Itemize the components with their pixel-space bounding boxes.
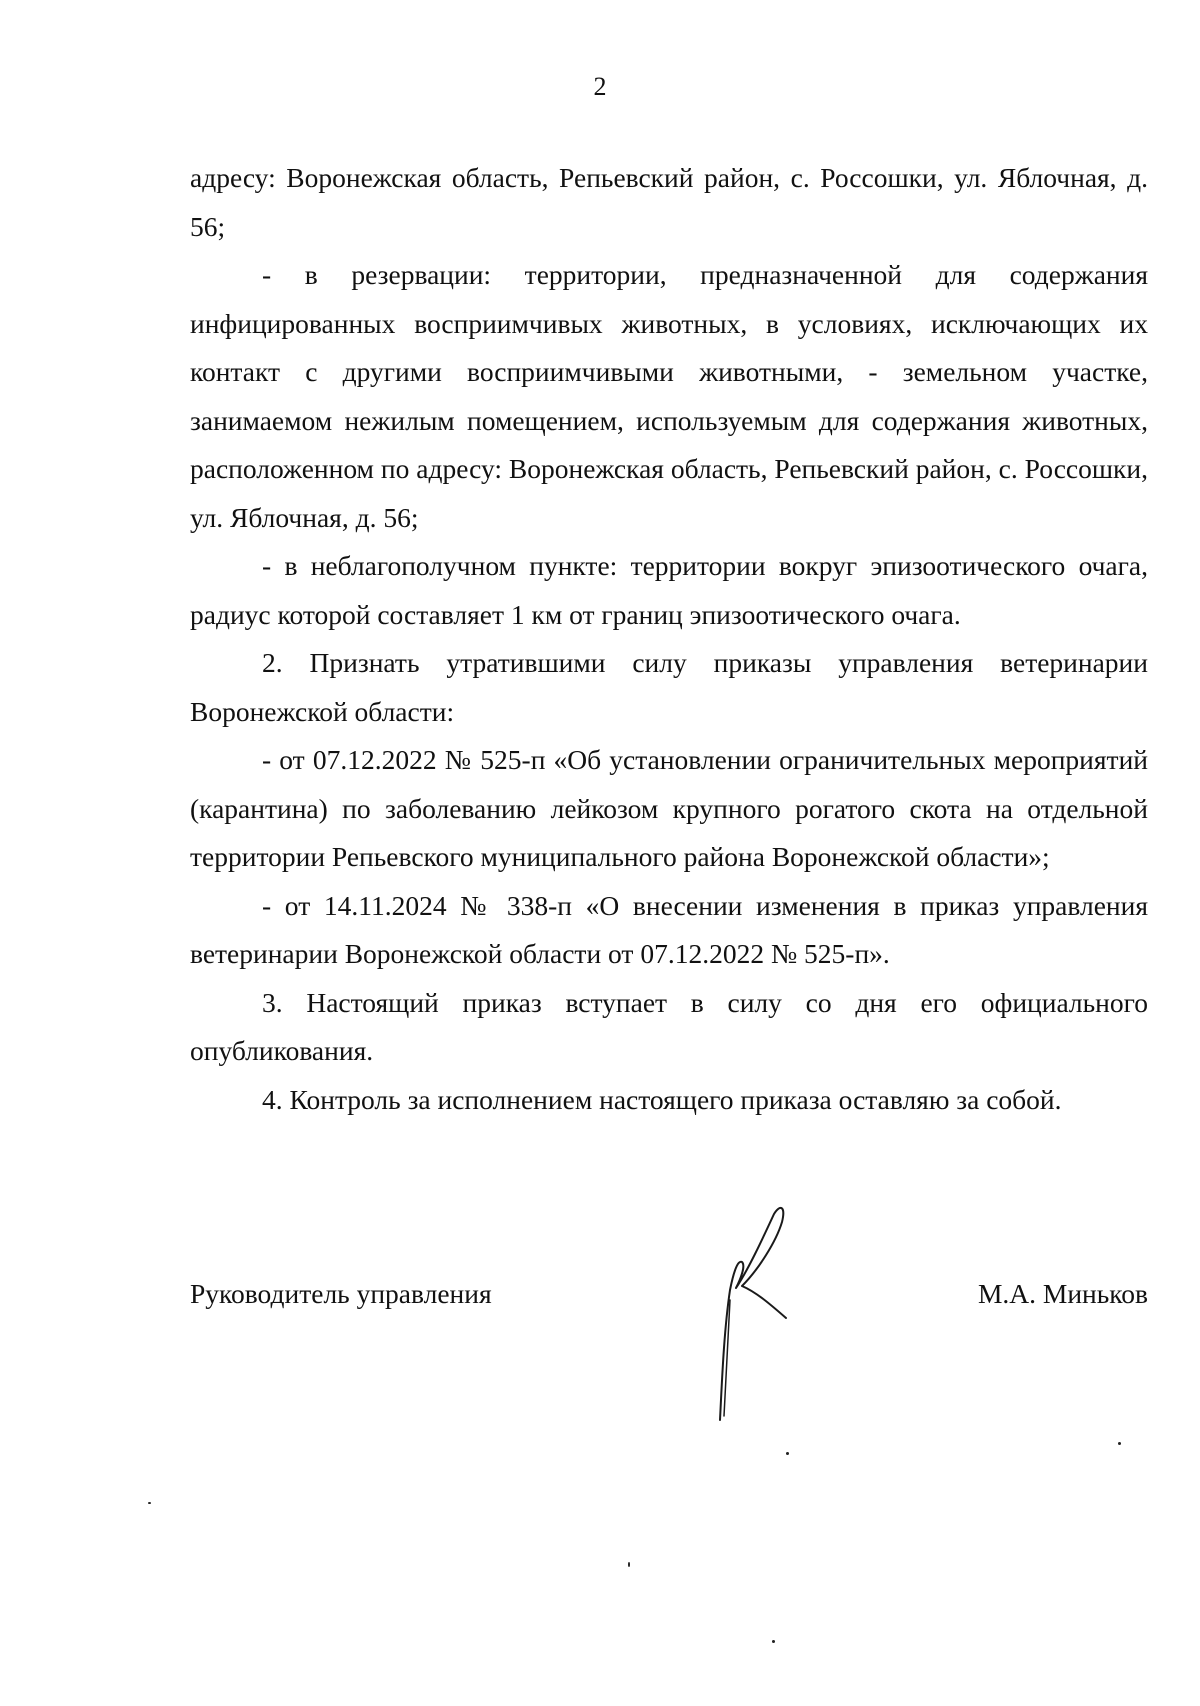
scan-speck [148, 1502, 151, 1504]
signatory-name: М.А. Миньков [977, 1278, 1148, 1309]
handwritten-signature [700, 1200, 820, 1440]
paragraph-item-3: 3. Настоящий приказ вступает в силу со дня его официального опубликования. [190, 986, 1148, 1066]
scan-speck [786, 1452, 789, 1455]
paragraph-reservation: - в резервации: территории, предназначенной для содержания инфицированных восприимчивых животных, в условиях, исключающих их контакт с другими восприимчивыми животными, - земельном участке, занимаемом нежилым помещением, используемым для содержания животных, расположенном по адресу: Воронежская область, Репьевский район, с. Россошки, ул. Яблочная, д. 56; [190, 259, 1148, 533]
paragraph-unfavorable-point: - в неблагополучном пункте: территории вокруг эпизоотического очага, радиус которой составляет 1 км от границ эпизоотического очага. [190, 550, 1148, 630]
signatory-title: Руководитель управления [190, 1278, 492, 1309]
paragraph-item-2: 2. Признать утратившими силу приказы управления ветеринарии Воронежской области: [190, 647, 1148, 727]
page-number: 2 [593, 72, 607, 101]
paragraph-order-525: - от 07.12.2022 № 525-п «Об установлении ограничительных мероприятий (карантина) по заболеванию лейкозом крупного рогатого скота на отдельной территории Репьевского муниципального района Воронежской области»; [190, 744, 1148, 872]
scan-speck [1118, 1442, 1121, 1445]
paragraph-order-338: - от 14.11.2024 № 338-п «О внесении изменения в приказ управления ветеринарии Воронежской области от 07.12.2022 № 525-п». [190, 889, 1148, 969]
paragraph-item-4: 4. Контроль за исполнением настоящего приказа оставляю за собой. [262, 1083, 1062, 1115]
scan-speck [628, 1562, 630, 1567]
scan-speck [772, 1640, 775, 1643]
paragraph-address-continuation: адресу: Воронежская область, Репьевский район, с. Россошки, ул. Яблочная, д. 56; [190, 162, 1148, 242]
document-body [190, 154, 1148, 1124]
signature-block [190, 1278, 1148, 1338]
